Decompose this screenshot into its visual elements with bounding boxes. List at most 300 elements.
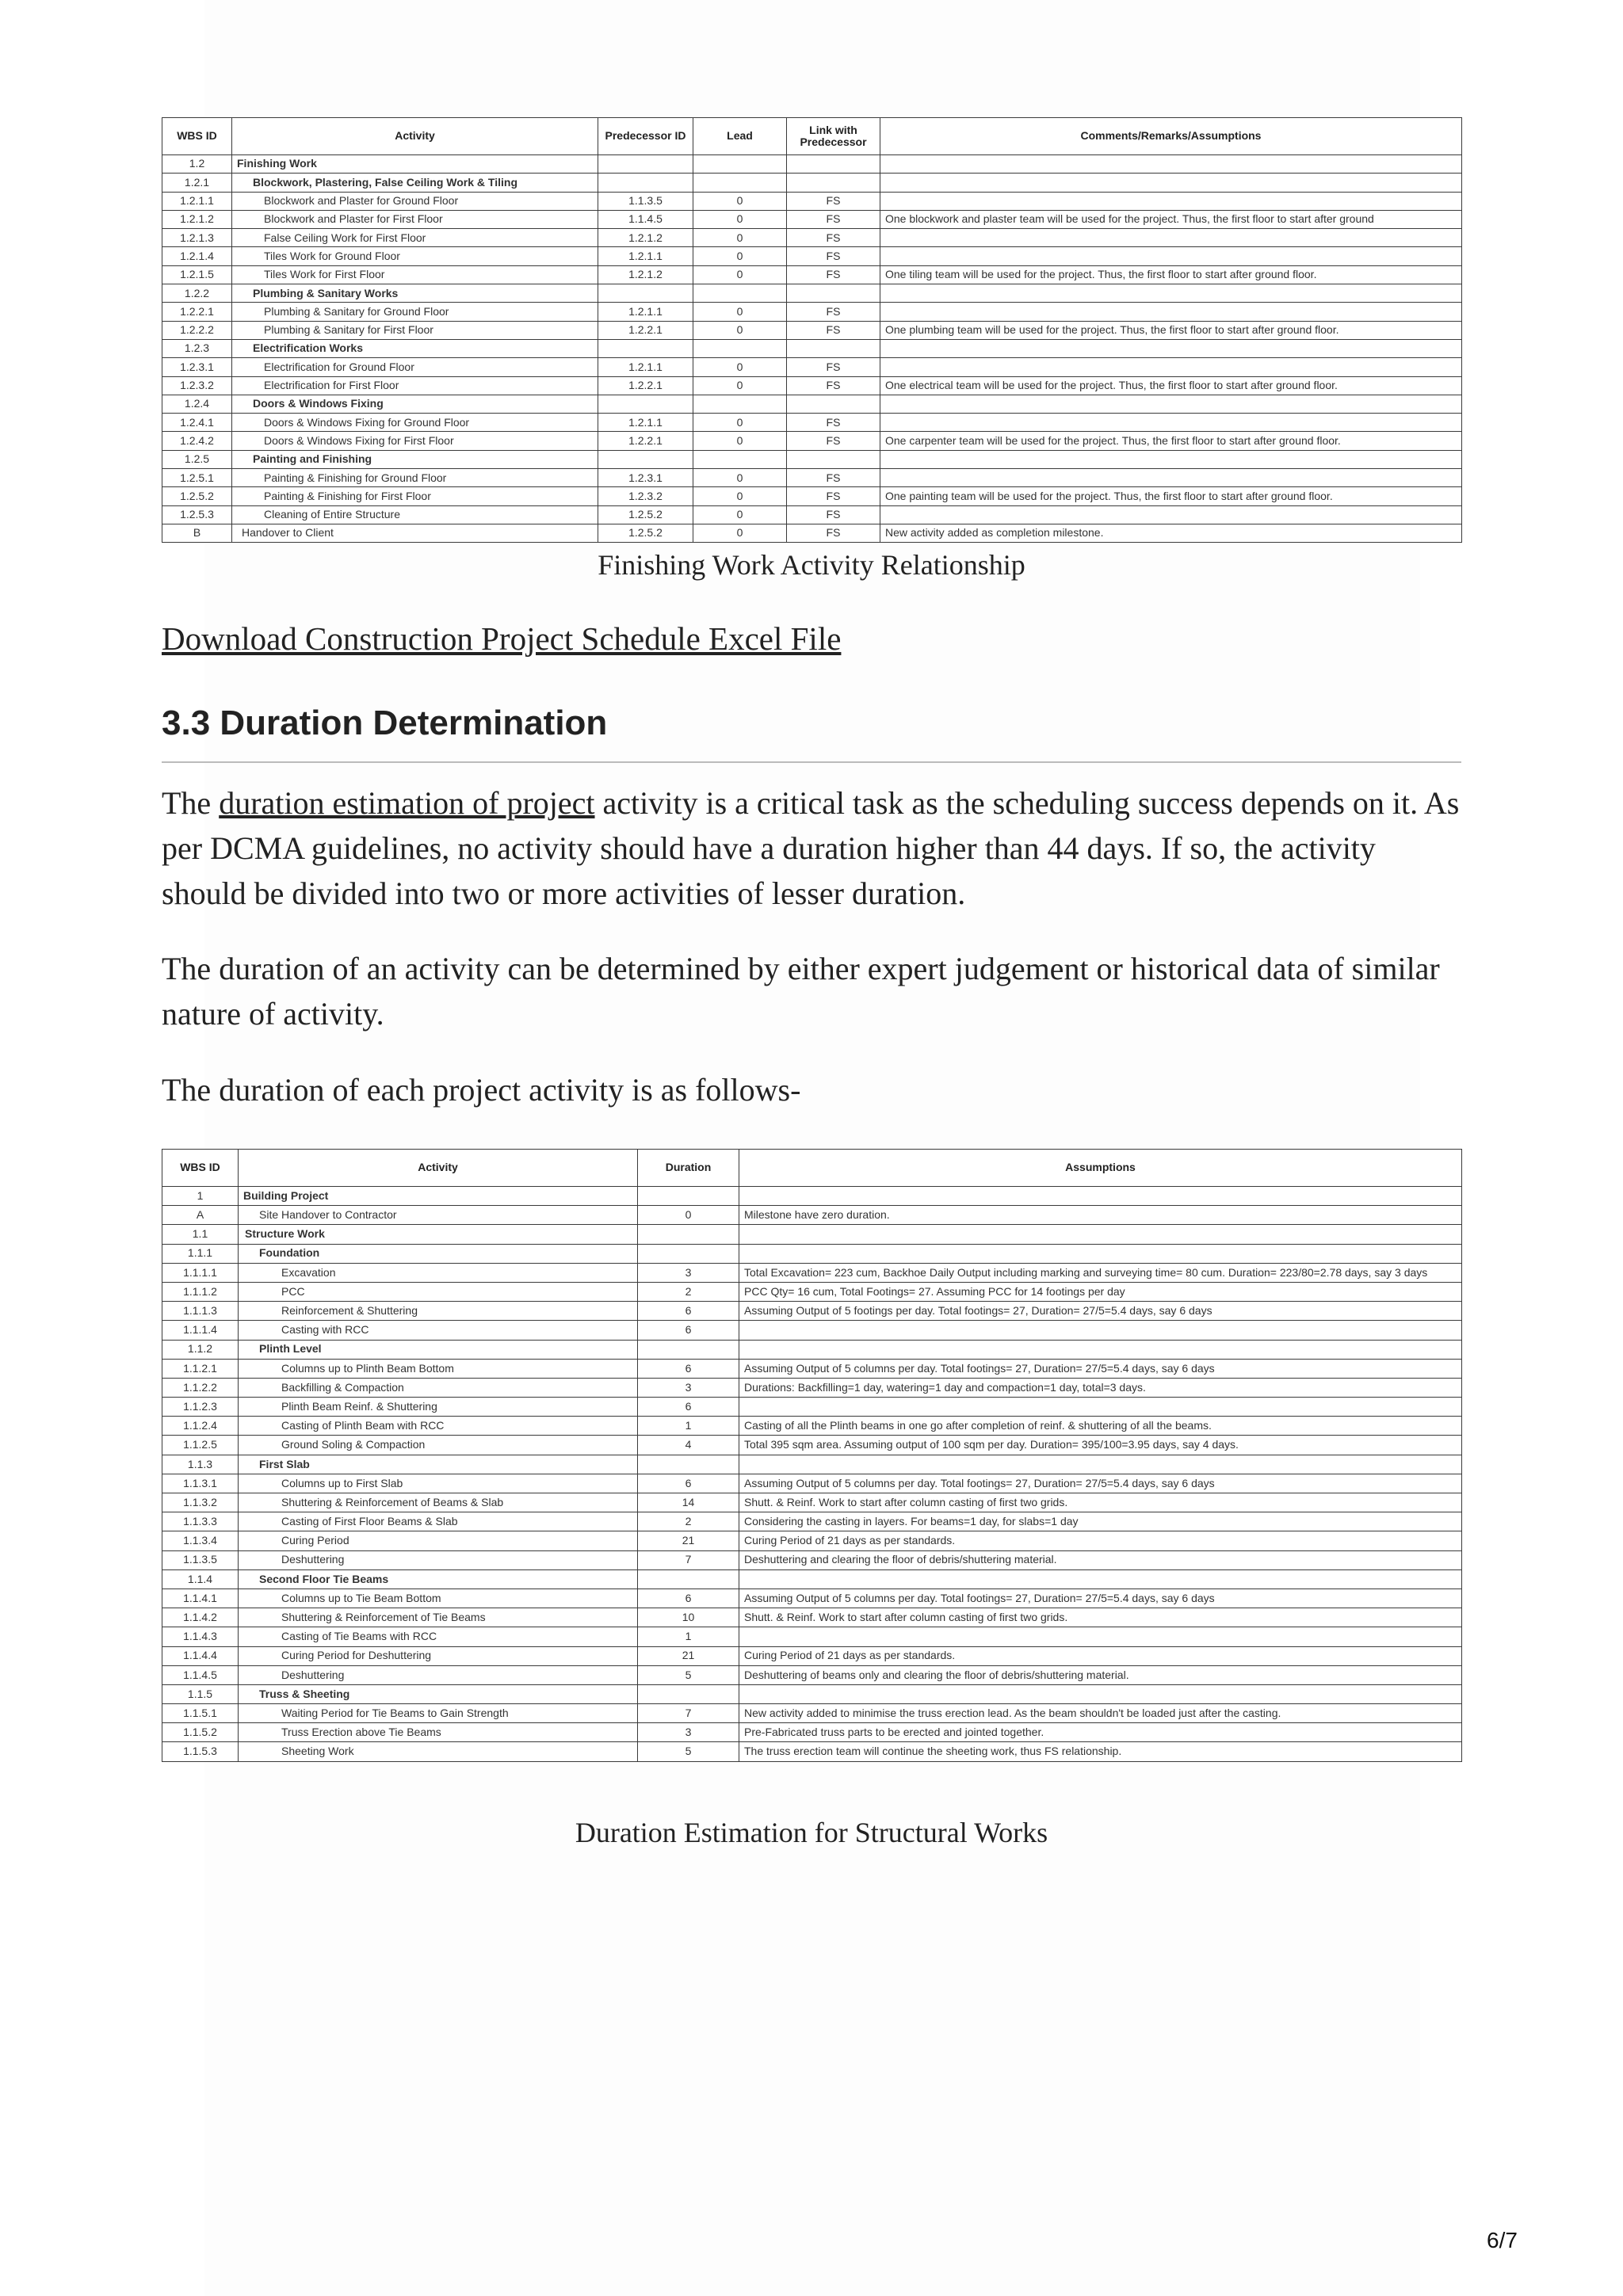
table-row xyxy=(162,432,1462,450)
table-cell: 7 xyxy=(638,1550,739,1569)
table-cell xyxy=(787,395,880,413)
table-row xyxy=(162,1225,1462,1244)
para1-text-after: activity is a critical task as the scheduling success depends on it. As per DCMA guidelines, no activity should have a duration higher than 44 days. If so, the activity should be divided into two or more activities of lesser duration. xyxy=(162,785,1460,911)
table-cell: 1.2.3 xyxy=(162,339,232,357)
table-cell: Ground Soling & Compaction xyxy=(239,1436,638,1455)
table-cell xyxy=(598,450,693,468)
table-cell xyxy=(693,339,787,357)
table-cell: 1.1.5 xyxy=(162,1684,239,1703)
table-row xyxy=(162,1302,1462,1321)
table-cell xyxy=(739,1455,1462,1474)
table-row xyxy=(162,1206,1462,1225)
table-cell: 1.2.1.5 xyxy=(162,265,232,284)
section-heading: 3.3 Duration Determination xyxy=(162,704,608,742)
table-cell: Tiles Work for Ground Floor xyxy=(232,247,598,265)
table-cell: 1.1.1.4 xyxy=(162,1321,239,1340)
table-cell: Foundation xyxy=(239,1244,638,1263)
table-cell xyxy=(739,1398,1462,1417)
table-cell: Plumbing & Sanitary for First Floor xyxy=(232,321,598,339)
table-row xyxy=(162,524,1462,542)
table-cell: 1.2.1.1 xyxy=(162,192,232,210)
table-row xyxy=(162,155,1462,174)
table-cell: Electrification for First Floor xyxy=(232,376,598,395)
table-cell: 1.1.3.3 xyxy=(162,1512,239,1531)
table-row xyxy=(162,505,1462,524)
table-cell xyxy=(880,284,1462,303)
table-row xyxy=(162,414,1462,432)
table-cell: 1.1.3.4 xyxy=(162,1531,239,1550)
table-cell: 1.1.5.2 xyxy=(162,1723,239,1742)
table-row xyxy=(162,192,1462,210)
table-row xyxy=(162,229,1462,247)
table-row xyxy=(162,376,1462,395)
table-cell: One painting team will be used for the project. Thus, the first floor to start after ground floor. xyxy=(880,487,1462,505)
table-cell xyxy=(880,414,1462,432)
table-cell: Finishing Work xyxy=(232,155,598,174)
table-cell: 6 xyxy=(638,1474,739,1493)
table-cell: Shutt. & Reinf. Work to start after column casting of first two grids. xyxy=(739,1608,1462,1627)
table-cell: 6 xyxy=(638,1398,739,1417)
table-cell: 0 xyxy=(693,210,787,228)
table-cell: One electrical team will be used for the project. Thus, the first floor to start after ground floor. xyxy=(880,376,1462,395)
table-cell: Total 395 sqm area. Assuming output of 100 sqm per day. Duration= 395/100=3.95 days, say 4 days. xyxy=(739,1436,1462,1455)
table-cell: One carpenter team will be used for the project. Thus, the first floor to start after ground floor. xyxy=(880,432,1462,450)
table-row xyxy=(162,487,1462,505)
table-cell: Site Handover to Contractor xyxy=(239,1206,638,1225)
table-cell: 1.1.4.3 xyxy=(162,1627,239,1646)
table-row xyxy=(162,1665,1462,1684)
table-cell: 1.2.1.1 xyxy=(598,303,693,321)
table-cell: Casting of First Floor Beams & Slab xyxy=(239,1512,638,1531)
table-cell: Waiting Period for Tie Beams to Gain Strength xyxy=(239,1704,638,1723)
table-cell xyxy=(880,229,1462,247)
table-row xyxy=(162,1589,1462,1608)
table-cell xyxy=(787,339,880,357)
table-row xyxy=(162,1742,1462,1761)
table-cell xyxy=(880,358,1462,376)
table-cell: FS xyxy=(787,247,880,265)
table-cell xyxy=(739,1225,1462,1244)
column-header: Activity xyxy=(239,1150,638,1187)
table-cell: Deshuttering of beams only and clearing the floor of debris/shuttering material. xyxy=(739,1665,1462,1684)
table-cell xyxy=(693,155,787,174)
table-cell: Doors & Windows Fixing for First Floor xyxy=(232,432,598,450)
table-row xyxy=(162,265,1462,284)
header-row xyxy=(162,118,1462,155)
table-cell: PCC xyxy=(239,1282,638,1301)
table-cell: 2 xyxy=(638,1512,739,1531)
table-row xyxy=(162,1723,1462,1742)
table-cell: 1.2.1.2 xyxy=(598,229,693,247)
page-number: 6/7 xyxy=(1487,2228,1518,2252)
table-cell: 1.2.4.2 xyxy=(162,432,232,450)
column-header: Activity xyxy=(232,118,598,155)
table-cell: 1.2.1 xyxy=(162,174,232,192)
table-cell: Tiles Work for First Floor xyxy=(232,265,598,284)
table-cell: 1.2.1.3 xyxy=(162,229,232,247)
table-row xyxy=(162,210,1462,228)
table-cell: FS xyxy=(787,321,880,339)
table-cell: Casting of Tie Beams with RCC xyxy=(239,1627,638,1646)
table-cell: 1.2.3.1 xyxy=(162,358,232,376)
finishing-work-table xyxy=(162,117,1462,543)
table-cell: Truss & Sheeting xyxy=(239,1684,638,1703)
table-cell: 5 xyxy=(638,1665,739,1684)
table-row xyxy=(162,1417,1462,1436)
table-cell: 1.2.2.2 xyxy=(162,321,232,339)
table-cell: New activity added to minimise the truss erection lead. As the beam shouldn't be loaded just after the casting. xyxy=(739,1704,1462,1723)
table-cell: 1.2.5 xyxy=(162,450,232,468)
para1-text-before: The xyxy=(162,785,220,821)
table-cell xyxy=(880,303,1462,321)
table-cell: 14 xyxy=(638,1493,739,1512)
table-cell: 1.1.3.1 xyxy=(162,1474,239,1493)
table-cell xyxy=(880,247,1462,265)
table-cell: FS xyxy=(787,265,880,284)
table-cell xyxy=(787,174,880,192)
table-cell: Curing Period xyxy=(239,1531,638,1550)
table-row xyxy=(162,1493,1462,1512)
table-row xyxy=(162,1187,1462,1206)
table-cell: 1.2.1.1 xyxy=(598,358,693,376)
table-cell: Plumbing & Sanitary for Ground Floor xyxy=(232,303,598,321)
table-cell xyxy=(880,155,1462,174)
table-cell: 1.1.4.5 xyxy=(598,210,693,228)
table-row xyxy=(162,284,1462,303)
table-cell: FS xyxy=(787,229,880,247)
table-cell: 0 xyxy=(693,524,787,542)
table-row xyxy=(162,1608,1462,1627)
table-cell: 1.1.4 xyxy=(162,1569,239,1589)
table-row xyxy=(162,1512,1462,1531)
table-cell: 1.1.1.3 xyxy=(162,1302,239,1321)
table-cell: 1.1.4.2 xyxy=(162,1608,239,1627)
table-cell: 1.2.3.1 xyxy=(598,469,693,487)
table-cell: 0 xyxy=(638,1206,739,1225)
table-row xyxy=(162,1704,1462,1723)
table-cell: 1.1.2.2 xyxy=(162,1378,239,1397)
table-cell xyxy=(880,505,1462,524)
table-cell: Handover to Client xyxy=(232,524,598,542)
table-cell: 1.2.1.1 xyxy=(598,247,693,265)
table-row xyxy=(162,1378,1462,1397)
duration-estimation-table xyxy=(162,1149,1462,1762)
table-cell: Painting and Finishing xyxy=(232,450,598,468)
table-cell: Deshuttering xyxy=(239,1550,638,1569)
table-cell xyxy=(638,1340,739,1359)
table-cell xyxy=(787,155,880,174)
paragraph-determination: The duration of an activity can be determined by either expert judgement or historical data of similar nature of activity. xyxy=(162,951,1440,1032)
table-cell: Curing Period of 21 days as per standards. xyxy=(739,1646,1462,1665)
table-cell: 1.1.2.1 xyxy=(162,1359,239,1378)
table-row xyxy=(162,1455,1462,1474)
table-cell: Building Project xyxy=(239,1187,638,1206)
table-cell: 1.1.4.5 xyxy=(162,1665,239,1684)
table-cell: Backfilling & Compaction xyxy=(239,1378,638,1397)
table-cell: FS xyxy=(787,414,880,432)
table-cell: FS xyxy=(787,210,880,228)
table-row xyxy=(162,1531,1462,1550)
table-cell: 1.1.1 xyxy=(162,1244,239,1263)
table-cell: False Ceiling Work for First Floor xyxy=(232,229,598,247)
table-cell: 0 xyxy=(693,414,787,432)
table-cell: 1 xyxy=(638,1627,739,1646)
table-cell: Second Floor Tie Beams xyxy=(239,1569,638,1589)
download-excel-link[interactable]: Download Construction Project Schedule Excel File xyxy=(162,620,842,657)
table-row xyxy=(162,1282,1462,1301)
heading-divider xyxy=(162,761,1461,763)
table-cell: FS xyxy=(787,505,880,524)
table-cell: FS xyxy=(787,487,880,505)
table-cell: Plinth Beam Reinf. & Shuttering xyxy=(239,1398,638,1417)
table-cell: FS xyxy=(787,376,880,395)
table-cell: Deshuttering and clearing the floor of debris/shuttering material. xyxy=(739,1550,1462,1569)
column-header: Comments/Remarks/Assumptions xyxy=(880,118,1462,155)
table-cell: A xyxy=(162,1206,239,1225)
table-row xyxy=(162,469,1462,487)
table-cell: 1.1.1.2 xyxy=(162,1282,239,1301)
table-cell xyxy=(638,1684,739,1703)
table-cell: 1.1.4.1 xyxy=(162,1589,239,1608)
table-cell xyxy=(739,1187,1462,1206)
table-cell: Plinth Level xyxy=(239,1340,638,1359)
table-cell: 0 xyxy=(693,376,787,395)
table-cell: One blockwork and plaster team will be used for the project. Thus, the first floor to start after ground xyxy=(880,210,1462,228)
table-cell: 5 xyxy=(638,1742,739,1761)
table-row xyxy=(162,303,1462,321)
table-cell: 1.2.5.1 xyxy=(162,469,232,487)
table-cell: 1.2.2.1 xyxy=(598,432,693,450)
table-cell: 10 xyxy=(638,1608,739,1627)
table-cell: Blockwork, Plastering, False Ceiling Work & Tiling xyxy=(232,174,598,192)
table-cell xyxy=(739,1244,1462,1263)
table-cell: FS xyxy=(787,524,880,542)
table-cell: Durations: Backfilling=1 day, watering=1 day and compaction=1 day, total=3 days. xyxy=(739,1378,1462,1397)
table-cell: 1.1.5.1 xyxy=(162,1704,239,1723)
table-cell xyxy=(880,192,1462,210)
table-cell: 1.2.2.1 xyxy=(598,321,693,339)
table-cell: 1.2.1.2 xyxy=(598,265,693,284)
table-row xyxy=(162,1340,1462,1359)
table-cell: 1.2.5.2 xyxy=(598,524,693,542)
table-cell: 1.2.5.2 xyxy=(598,505,693,524)
table-cell: 1.1.3 xyxy=(162,1455,239,1474)
table-row xyxy=(162,395,1462,413)
table-cell: PCC Qty= 16 cum, Total Footings= 27. Assuming PCC for 14 footings per day xyxy=(739,1282,1462,1301)
table-cell xyxy=(598,284,693,303)
table-cell xyxy=(693,395,787,413)
table-row xyxy=(162,1263,1462,1282)
table-cell: FS xyxy=(787,469,880,487)
table-cell: 1.2.3.2 xyxy=(598,487,693,505)
table-row xyxy=(162,1436,1462,1455)
column-header: Lead xyxy=(693,118,787,155)
table-cell: 1.2.4.1 xyxy=(162,414,232,432)
table-cell: 1.1.1.1 xyxy=(162,1263,239,1282)
table-cell: Electrification for Ground Floor xyxy=(232,358,598,376)
table-cell: 21 xyxy=(638,1531,739,1550)
table-cell xyxy=(598,155,693,174)
table-cell: Assuming Output of 5 columns per day. Total footings= 27, Duration= 27/5=5.4 days, say 6 days xyxy=(739,1589,1462,1608)
table-cell: 6 xyxy=(638,1589,739,1608)
table-cell: New activity added as completion milestone. xyxy=(880,524,1462,542)
table-cell: Painting & Finishing for Ground Floor xyxy=(232,469,598,487)
table-cell: Assuming Output of 5 columns per day. Total footings= 27, Duration= 27/5=5.4 days, say 6 days xyxy=(739,1359,1462,1378)
table-cell: 3 xyxy=(638,1378,739,1397)
table-cell: Milestone have zero duration. xyxy=(739,1206,1462,1225)
table-cell xyxy=(638,1187,739,1206)
table-cell: 6 xyxy=(638,1321,739,1340)
table-cell: 1.2.1.1 xyxy=(598,414,693,432)
table-cell xyxy=(739,1569,1462,1589)
table-cell xyxy=(693,174,787,192)
paragraph-duration-intro xyxy=(162,780,1461,916)
table-cell xyxy=(598,174,693,192)
table-cell: FS xyxy=(787,358,880,376)
table-cell: Electrification Works xyxy=(232,339,598,357)
table-cell: 0 xyxy=(693,321,787,339)
table-row xyxy=(162,174,1462,192)
table-cell: Columns up to Plinth Beam Bottom xyxy=(239,1359,638,1378)
table-cell: Total Excavation= 223 cum, Backhoe Daily Output including marking and surveying time= 80 cum. Duration= 223/80=2.78 days, say 3 days xyxy=(739,1263,1462,1282)
table-cell: 2 xyxy=(638,1282,739,1301)
table-cell: 1.1 xyxy=(162,1225,239,1244)
table-row xyxy=(162,450,1462,468)
table-cell: One tiling team will be used for the project. Thus, the first floor to start after ground floor. xyxy=(880,265,1462,284)
column-header: Link with Predecessor xyxy=(787,118,880,155)
table-row xyxy=(162,1359,1462,1378)
table-cell: 1.2.2.1 xyxy=(162,303,232,321)
table-cell xyxy=(739,1627,1462,1646)
table-row xyxy=(162,1627,1462,1646)
table-cell: 0 xyxy=(693,432,787,450)
table-cell: 0 xyxy=(693,303,787,321)
table-cell: FS xyxy=(787,303,880,321)
table-row xyxy=(162,247,1462,265)
table-cell: 0 xyxy=(693,229,787,247)
table-cell: Curing Period for Deshuttering xyxy=(239,1646,638,1665)
table-cell: Reinforcement & Shuttering xyxy=(239,1302,638,1321)
table-cell: 1.2.3.2 xyxy=(162,376,232,395)
table-cell: Assuming Output of 5 columns per day. Total footings= 27, Duration= 27/5=5.4 days, say 6 days xyxy=(739,1474,1462,1493)
table-cell: 1.2 xyxy=(162,155,232,174)
table-cell: 0 xyxy=(693,192,787,210)
table-cell: 21 xyxy=(638,1646,739,1665)
table-cell: Casting with RCC xyxy=(239,1321,638,1340)
table-cell: 1.1.3.5 xyxy=(598,192,693,210)
table-cell: Shuttering & Reinforcement of Tie Beams xyxy=(239,1608,638,1627)
table-cell: 1.1.5.3 xyxy=(162,1742,239,1761)
table-row xyxy=(162,1321,1462,1340)
table-cell xyxy=(638,1569,739,1589)
table-cell: Shutt. & Reinf. Work to start after column casting of first two grids. xyxy=(739,1493,1462,1512)
table-cell: 0 xyxy=(693,358,787,376)
table-cell: Deshuttering xyxy=(239,1665,638,1684)
table-cell xyxy=(598,339,693,357)
table-cell: 1.1.2 xyxy=(162,1340,239,1359)
table-cell: Pre-Fabricated truss parts to be erected and jointed together. xyxy=(739,1723,1462,1742)
table-cell: 1 xyxy=(162,1187,239,1206)
table-cell: 1.2.5.2 xyxy=(162,487,232,505)
table-cell xyxy=(880,450,1462,468)
table-cell: 4 xyxy=(638,1436,739,1455)
table-cell: 6 xyxy=(638,1359,739,1378)
paragraph-following: The duration of each project activity is as follows- xyxy=(162,1072,801,1108)
table-cell: Sheeting Work xyxy=(239,1742,638,1761)
table-cell: Columns up to Tie Beam Bottom xyxy=(239,1589,638,1608)
table-cell: 1.1.3.2 xyxy=(162,1493,239,1512)
table-cell: 1.2.2.1 xyxy=(598,376,693,395)
table-cell: Cleaning of Entire Structure xyxy=(232,505,598,524)
table-row xyxy=(162,1684,1462,1703)
column-header: WBS ID xyxy=(162,118,232,155)
table-row xyxy=(162,339,1462,357)
table-cell: Truss Erection above Tie Beams xyxy=(239,1723,638,1742)
table1-caption: Finishing Work Activity Relationship xyxy=(598,549,1025,581)
table-row xyxy=(162,358,1462,376)
table-cell: FS xyxy=(787,192,880,210)
table-cell: 3 xyxy=(638,1263,739,1282)
table-cell xyxy=(638,1455,739,1474)
table-cell xyxy=(787,450,880,468)
table-cell: Doors & Windows Fixing for Ground Floor xyxy=(232,414,598,432)
table-cell: Columns up to First Slab xyxy=(239,1474,638,1493)
table-cell: Curing Period of 21 days as per standards. xyxy=(739,1531,1462,1550)
table-row xyxy=(162,1474,1462,1493)
table-cell: One plumbing team will be used for the project. Thus, the first floor to start after ground floor. xyxy=(880,321,1462,339)
table-cell xyxy=(787,284,880,303)
table-cell: 1.2.2 xyxy=(162,284,232,303)
table-cell xyxy=(739,1321,1462,1340)
table-cell: Considering the casting in layers. For beams=1 day, for slabs=1 day xyxy=(739,1512,1462,1531)
table-cell: 1.2.4 xyxy=(162,395,232,413)
table-cell xyxy=(880,469,1462,487)
table-cell: Casting of all the Plinth beams in one go after completion of reinf. & shuttering of all the beams. xyxy=(739,1417,1462,1436)
table-row xyxy=(162,321,1462,339)
table-cell: 7 xyxy=(638,1704,739,1723)
column-header: WBS ID xyxy=(162,1150,239,1187)
table-cell: Painting & Finishing for First Floor xyxy=(232,487,598,505)
table-cell xyxy=(693,284,787,303)
table-cell xyxy=(598,395,693,413)
table-cell xyxy=(638,1225,739,1244)
table-cell: 0 xyxy=(693,487,787,505)
table-row xyxy=(162,1398,1462,1417)
table-cell: Casting of Plinth Beam with RCC xyxy=(239,1417,638,1436)
table-cell: 1.1.2.5 xyxy=(162,1436,239,1455)
table-cell: 3 xyxy=(638,1723,739,1742)
table-row xyxy=(162,1244,1462,1263)
column-header: Duration xyxy=(638,1150,739,1187)
table-cell: 1.2.1.2 xyxy=(162,210,232,228)
table-cell xyxy=(880,174,1462,192)
table-cell: 1 xyxy=(638,1417,739,1436)
table-cell xyxy=(739,1340,1462,1359)
table-cell: 0 xyxy=(693,469,787,487)
table-cell: 6 xyxy=(638,1302,739,1321)
table-row xyxy=(162,1569,1462,1589)
duration-estimation-link[interactable]: duration estimation of project xyxy=(219,785,595,821)
table-row xyxy=(162,1646,1462,1665)
column-header: Assumptions xyxy=(739,1150,1462,1187)
table-cell: First Slab xyxy=(239,1455,638,1474)
column-header: Predecessor ID xyxy=(598,118,693,155)
table-cell: Blockwork and Plaster for First Floor xyxy=(232,210,598,228)
table2-caption: Duration Estimation for Structural Works xyxy=(575,1817,1048,1848)
table-cell: 0 xyxy=(693,247,787,265)
table-cell: Blockwork and Plaster for Ground Floor xyxy=(232,192,598,210)
table-cell xyxy=(693,450,787,468)
